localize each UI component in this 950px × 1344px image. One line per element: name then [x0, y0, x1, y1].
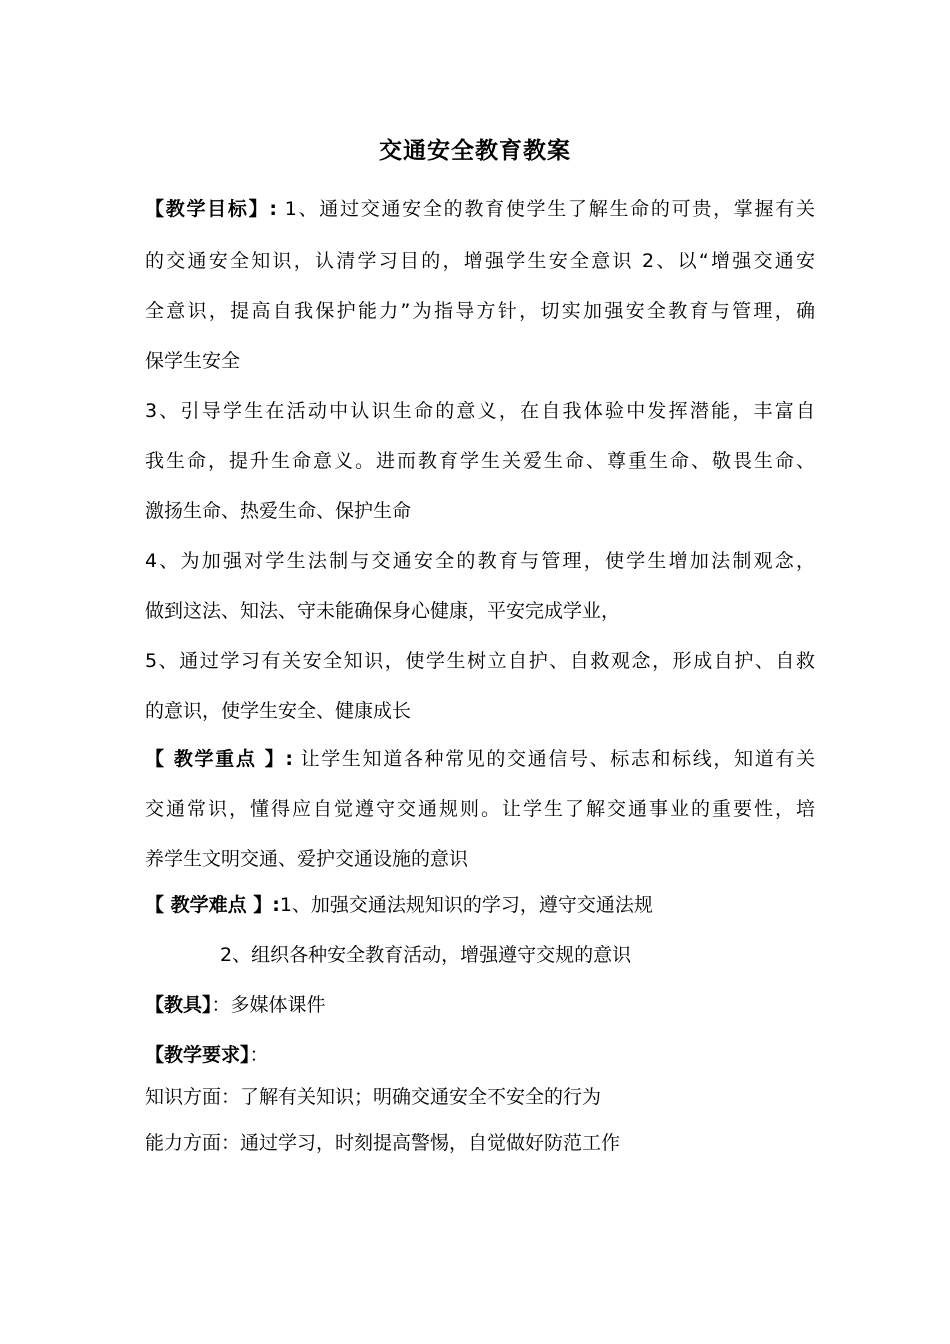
objective-3-line-2 — [145, 448, 815, 474]
key-points-line-2 — [145, 796, 815, 822]
paragraph-text: 保学生安全 — [145, 350, 241, 372]
objectives-line-3 — [145, 298, 815, 324]
key-points-line-3 — [145, 846, 815, 872]
ability-requirement-line — [145, 1130, 815, 1156]
paragraph-text: 全意识，提高自我保护能力”为指导方针，切实加强安全教育与管理，确 — [145, 300, 815, 322]
objectives-label: 【教学目标】: — [145, 198, 277, 220]
objective-3-line-1 — [145, 398, 815, 424]
paragraph-text: 我生命，提升生命意义。进而教育学生关爱生命、尊重生命、敬畏生命、 — [145, 450, 815, 472]
objective-4-line-1 — [145, 548, 815, 574]
paragraph-text: 知识方面：了解有关知识；明确交通安全不安全的行为 — [145, 1086, 602, 1108]
paragraph-text: ：多媒体课件 — [211, 994, 326, 1016]
paragraph-text: ： — [249, 1044, 269, 1066]
objective-5-line-1 — [145, 648, 815, 674]
requirements-line — [145, 1042, 815, 1068]
document-title: 交通安全教育教案 — [379, 138, 571, 164]
paragraph-text: 交通常识，懂得应自觉遵守交通规则。让学生了解交通事业的重要性，培 — [145, 798, 815, 820]
paragraph-text: 让学生知道各种常见的交通信号、标志和标线，知道有关 — [292, 748, 815, 770]
paragraph-text: 5、通过学习有关安全知识，使学生树立自护、自救观念，形成自护、自救 — [145, 650, 815, 672]
objectives-line-4 — [145, 348, 815, 374]
knowledge-requirement-line — [145, 1084, 815, 1110]
objective-3-line-3 — [145, 498, 815, 524]
objective-4-line-2 — [145, 598, 815, 624]
difficulties-label: 【 教学难点 】: — [145, 894, 280, 916]
paragraph-text: 做到这法、知法、守未能确保身心健康，平安完成学业， — [145, 600, 621, 622]
difficulties-line-1 — [145, 892, 815, 918]
objectives-line-2 — [145, 248, 815, 274]
paragraph-text: 养学生文明交通、爱护交通设施的意识 — [145, 848, 469, 870]
paragraph-text: 的交通安全知识，认清学习目的，增强学生安全意识 2、以“增强交通安 — [145, 250, 815, 272]
key-points-label: 【 教学重点 】: — [145, 748, 293, 770]
paragraph-text: 2、组织各种安全教育活动，增强遵守交规的意识 — [220, 944, 632, 966]
teaching-aids-line — [145, 992, 815, 1018]
teaching-aids-label: 【教具】 — [145, 994, 212, 1016]
paragraph-text: 4、为加强对学生法制与交通安全的教育与管理，使学生增加法制观念， — [145, 550, 815, 572]
paragraph-text: 激扬生命、热爱生命、保护生命 — [145, 500, 412, 522]
key-points-line-1 — [145, 746, 815, 772]
paragraph-text: 1、通过交通安全的教育使学生了解生命的可贵，掌握有关 — [276, 198, 815, 220]
difficulties-line-2 — [220, 942, 815, 968]
paragraph-text: 的意识，使学生安全、健康成长 — [145, 700, 412, 722]
paragraph-text: 能力方面：通过学习，时刻提高警惕，自觉做好防范工作 — [145, 1132, 621, 1154]
objectives-line-1 — [145, 196, 815, 222]
paragraph-text: 3、引导学生在活动中认识生命的意义，在自我体验中发挥潜能，丰富自 — [145, 400, 815, 422]
requirements-label: 【教学要求】 — [145, 1044, 250, 1066]
paragraph-text: 1、加强交通法规知识的学习，遵守交通法规 — [279, 894, 653, 916]
objective-5-line-2 — [145, 698, 815, 724]
